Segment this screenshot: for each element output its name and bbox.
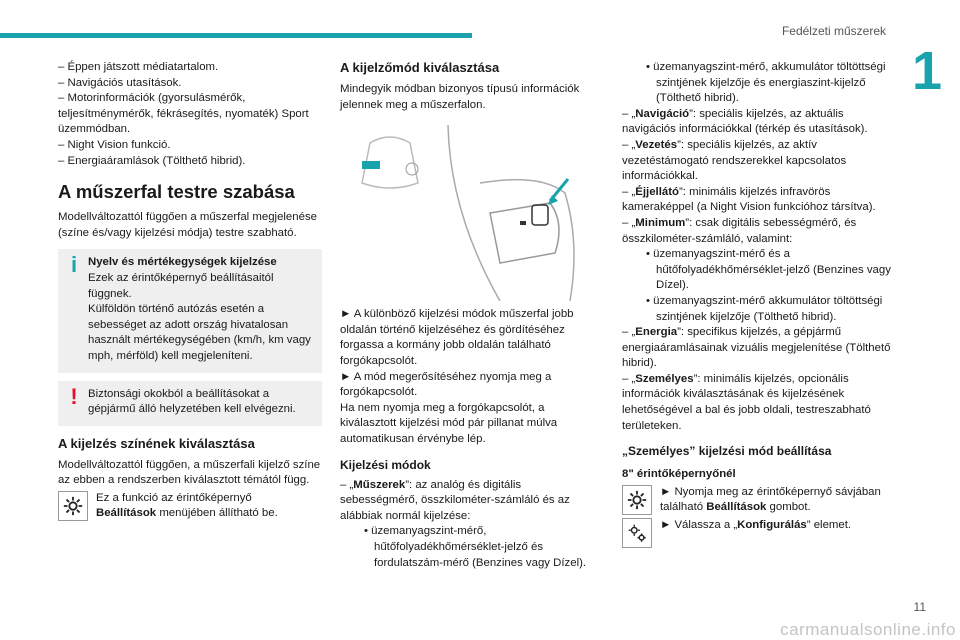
mode-bullet: • üzemanyagszint-mérő és a hűtőfolyadékhőmérséklet-jelző (Benzines vagy Dízel). [646, 248, 891, 292]
paragraph: Modellváltozattól függően, a műszerfali kijelző színe az ebben a rendszerben kiválasztott témától függ. [58, 458, 321, 487]
header-bar [0, 33, 472, 38]
mode-name: Minimum [635, 216, 686, 229]
intro-line: – Night Vision funkció. [58, 138, 171, 151]
column-middle [340, 60, 602, 571]
info-icon: i [70, 252, 78, 278]
instruction-text: menüjében állítható be. [156, 507, 278, 520]
step: ► A mód megerősítéséhez nyomja meg a forgókapcsolót. [340, 370, 552, 399]
mode-name: Navigáció [635, 107, 690, 120]
mode-name: Éjjellátó [635, 185, 679, 198]
mode-item: – „Műszerek”: az analóg és digitális sebességmérő, összkilométer-számláló és az alábbiak normál kijelzése: [340, 478, 570, 522]
info-box [58, 249, 322, 372]
info-box-title: Nyelv és mértékegységek kijelzése [88, 256, 277, 269]
settings-term: Beállítások [96, 507, 157, 520]
info-box-text: Ezek az érintőképernyő beállításaitól függnek. [88, 271, 274, 300]
configure-icon [622, 518, 652, 548]
column-left [58, 60, 322, 522]
mode-item: – „Éjjellátó”: minimális kijelzés infravörös kameraképpel (a Night Vision funkcióhoz társítva). [622, 185, 876, 214]
mode-name: Energia [635, 326, 678, 339]
mode-item: – „Energia”: specifikus kijelzés, a gépjármű energiaáramlásainak vizuális megjelenítése (Tölthető hibrid). [622, 326, 891, 370]
step-row [622, 485, 892, 516]
paragraph: Ha nem nyomja meg a forgókapcsolót, a kiválasztott kijelzési mód pár pillanat múlva automatikusan érvénybe lép. [340, 401, 558, 445]
chapter-number: 1 [911, 41, 942, 101]
mode-name: Vezetés [635, 138, 678, 151]
step: ► Nyomja meg az érintőképernyő sávjában található Beállítások gombot. [660, 485, 881, 514]
intro-line: – Navigációs utasítások. [58, 76, 182, 89]
intro-line: – Éppen játszott médiatartalom. [58, 61, 219, 73]
section-title: Fedélzeti műszerek [781, 24, 886, 38]
page-number: 11 [913, 600, 926, 614]
intro-line: – Motorinformációk (gyorsulásmérők, teljesítménymérők, fékrásegítés, nyomaték) Sport üzemmódban. [58, 92, 309, 136]
mode-name: Személyes [635, 372, 694, 385]
heading-color: A kijelzés színének kiválasztása [58, 435, 255, 451]
info-box-text: Külföldön történő autózás esetén a sebességet az adott ország hivatalosan használt mértékegységében (km/h, km vagy mph, mérföld) kell megjeleníteni. [88, 303, 311, 362]
instruction-text: Ez a funkció az érintőképernyő [96, 491, 252, 504]
paragraph: Mindegyik módban bizonyos típusú információk jelennek meg a műszerfalon. [340, 83, 580, 111]
gear-icon [622, 485, 652, 515]
mode-item: – „Navigáció”: speciális kijelzés, az aktuális navigációs információkkal (térkép és utasítások). [622, 107, 868, 136]
mode-name: Műszerek [353, 478, 406, 491]
steering-wheel-illustration [340, 123, 602, 301]
step: ► A különböző kijelzési módok műszerfal jobb oldalán történő kijelzéséhez és gördítéséhez forgassa a kormány jobb oldalán található forgókapcsolót. [340, 308, 574, 367]
mode-bullet: • üzemanyagszint-mérő, akkumulátor töltöttségi szintjének kijelzője és energiaszint-kijelző (Tölthető hibrid). [646, 61, 886, 105]
mode-item: – „Minimum”: csak digitális sebességmérő, és összkilométer-számláló, valamint: [622, 216, 857, 245]
heading-display-mode: A kijelzőmód kiválasztása [340, 60, 500, 75]
warning-icon: ! [70, 383, 78, 409]
heading-personal: „Személyes” kijelzési mód beállítása [622, 444, 832, 459]
column-right [622, 60, 892, 548]
gear-icon [58, 491, 88, 521]
mode-bullet: • üzemanyagszint-mérő, hűtőfolyadékhőmérséklet-jelző és fordulatszám-mérő (Benzines vagy Dízel). [364, 525, 587, 569]
heading-modes: Kijelzési módok [340, 457, 431, 472]
subheading-8inch: 8" érintőképernyőnél [622, 468, 736, 481]
heading-customize: A műszerfal testre szabása [58, 181, 295, 203]
step: ► Válassza a „Konfigurálás” elemet. [660, 519, 852, 532]
warning-box-text: Biztonsági okokból a beállításokat a gépjármű álló helyzetében kell elvégezni. [88, 387, 296, 416]
step-row [622, 518, 892, 548]
intro-line: – Energiaáramlások (Tölthető hibrid). [58, 154, 246, 167]
mode-bullet: • üzemanyagszint-mérő akkumulátor töltöttségi szintjének kijelzője (Tölthető hibrid). [646, 294, 883, 323]
warning-box [58, 381, 322, 426]
mode-item: – „Személyes”: minimális kijelzés, opcionális információk kiválasztásának és kijelzésének lehetőségével a bal és jobb oldali, testreszabható területeken. [622, 372, 871, 432]
watermark: carmanualsonline.info [780, 620, 956, 639]
settings-instruction [58, 491, 322, 522]
mode-item: – „Vezetés”: speciális kijelzés, az aktív vezetéstámogató rendszerekkel kapcsolatos információkkal. [622, 138, 847, 183]
paragraph: Modellváltozattól függően a műszerfal megjelenése (színe és/vagy kijelzési módja) testre szabható. [58, 211, 317, 239]
